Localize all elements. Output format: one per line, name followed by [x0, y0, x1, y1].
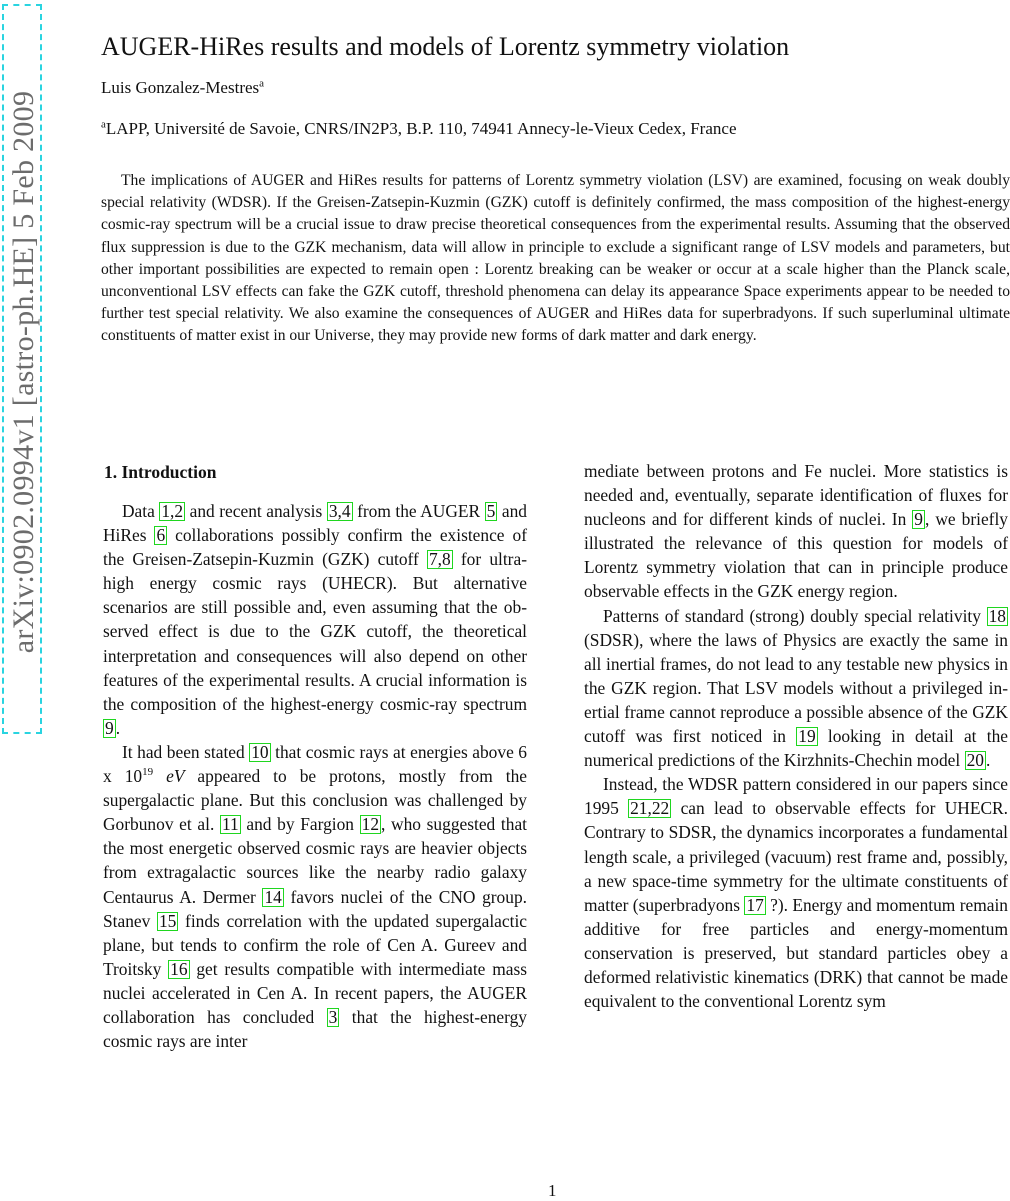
citation-link[interactable]: 20 — [966, 750, 984, 771]
citation-link[interactable]: 19 — [798, 726, 816, 747]
citation-link[interactable]: 18 — [988, 605, 1006, 626]
paper-title: AUGER-HiRes results and models of Lorentz symmetry violation — [101, 32, 790, 61]
citation-link[interactable]: 15 — [158, 910, 177, 931]
citation-link[interactable]: 9 — [914, 509, 923, 530]
citation-link[interactable]: 3,4 — [328, 501, 351, 521]
paragraph: It had been stated 10 that cosmic rays at energies above 6 x $10^{19}$ eV appeared to be protons, mostly from the supergalactic plane. But this conclusion was challenged by Gorbunov et al. 11 and by Fargion 12 , who suggested that the most energetic observed cosmic rays are heavier objects from extragalactic sources like the nearby radio galaxy Centaurus A. Dermer 14 favors nuclei of the CNO group. Stanev 15 finds correlation with the updated supergalactic plane, but tends to confirm the role of Cen A. Gureev and Troitsky 16 get results compatible with intermediate mass nuclei accelerated in Cen A. In recent papers, the AUGER collaboration has concluded 3 that the highest-energy cosmic rays are inter — [103, 741, 528, 1052]
left-column — [103, 499, 527, 1053]
paragraph: Data 1,2 and recent analysis 3,4 from the AUGER 5 and HiRes 6 collaborations possibly confirm the existence of the Greisen-Zatsepin-Kuzmin (GZK) cutoff 7,8 for ultra-high energy cosmic rays (UHECR). But alternative scenarios are still possible and, even assuming that the observed effect is due to the GZK cutoff, the theoretical interpretation and consequences will also depend on other features of the experimental results. A crucial information is the composition of the highest-energy cosmic-ray spectrum 9 . — [103, 501, 527, 738]
abstract: The implications of AUGER and HiRes results for patterns of Lorentz symmetry violation (LSV) are examined, focusing on weak doubly special relativity (WDSR). If the Greisen-Zatsepin-Kuzmin (GZK) cutoff is definitely confirmed, the mass composition of the highest-energy cosmic-ray spectrum will be a crucial issue to draw precise theoretical consequences from the experimental results. Assuming that the observed flux suppression is due to the GZK mechanism, data will allow in principle to exclude a significant range of LSV models and parameters, but other important possibilities are expected to remain open : Lorentz breaking can be weaker or occur at a scale higher than the Planck scale, unconventional LSV effects can fake the GZK cutoff, threshold phenomena can delay its appearance Space experiments appear to be needed to further test special relativity. We also examine the consequences of AUGER and HiRes data for superbradyons. If such superluminal ultimate constituents of matter exist in our Universe, they may provide new forms of dark matter and dark energy. — [101, 172, 1010, 345]
arxiv-sidebar — [2, 4, 42, 734]
citation-link[interactable]: 6 — [156, 525, 166, 546]
author-line — [101, 78, 264, 98]
paragraph: Patterns of standard (strong) doubly special relativity 18 (SDSR), where the laws of Physics are exactly the same in all inertial frames, do not lead to any testable new physics in the GZK region. That LSV models without a privileged inertial frame cannot reproduce a possible absence of the GZK cutoff was first noticed in 19 looking in detail at the numerical predictions of the Kirzhnits-Chechin model 20 . — [584, 605, 1008, 771]
citation-link[interactable]: 17 — [746, 894, 764, 915]
affiliation-text: LAPP, Université de Savoie, CNRS/IN2P3, B.P. 110, 74941 Annecy-le-Vieux Cedex, France — [105, 119, 737, 138]
exponent: 19 — [142, 766, 154, 779]
author-affil-marker: a — [259, 77, 265, 90]
citation-link[interactable]: 16 — [170, 958, 188, 979]
citation-link[interactable]: 14 — [264, 886, 282, 907]
arxiv-identifier: arXiv:0902.0994v1 [astro-ph.HE] 5 Feb 2009 — [7, 90, 40, 654]
citation-link[interactable]: 3 — [328, 1006, 338, 1027]
citation-link[interactable]: 1,2 — [161, 501, 184, 521]
author-name: Luis Gonzalez-Mestres — [101, 78, 260, 97]
paragraph: mediate between protons and Fe nuclei. More statistics is needed and, eventually, separate identification of fluxes for nucleons and for different kinds of nuclei. In 9 , we briefly illustrated the relevance of this question for models of Lorentz symmetry violation that can in principle produce observable effects in the GZK energy region. — [584, 461, 1008, 602]
citation-link[interactable]: 10 — [251, 741, 269, 762]
citation-link[interactable]: 12 — [361, 814, 380, 835]
section-heading-introduction: 1. Introduction — [104, 462, 217, 482]
citation-link[interactable]: 9 — [105, 717, 114, 738]
citation-link[interactable]: 11 — [221, 814, 239, 835]
citation-link[interactable]: 21,22 — [630, 798, 670, 819]
paragraph: Instead, the WDSR pattern considered in our papers since 1995 21,22 can lead to observable effects for UHECR. Contrary to SDSR, the dynamics incorporates a fundamental length scale, a privileged (vacuum) rest frame and, possibly, a new space-time symmetry for the ultimate constituents of matter (superbradyons 17 ?). Energy and momentum remain additive for free particles and energy-momentum conservation is preserved, but standard particles obey a deformed relativistic kinematics (DRK) that cannot be made equivalent to the conventional Lorentz sym — [584, 774, 1008, 1012]
right-column — [584, 459, 1008, 1013]
page-number: 1 — [548, 1181, 557, 1200]
citation-link[interactable]: 7,8 — [428, 549, 451, 570]
affiliation-marker: a — [101, 118, 106, 131]
unit: eV — [166, 766, 185, 787]
affiliation-line — [101, 119, 736, 139]
citation-link[interactable]: 5 — [486, 501, 496, 521]
